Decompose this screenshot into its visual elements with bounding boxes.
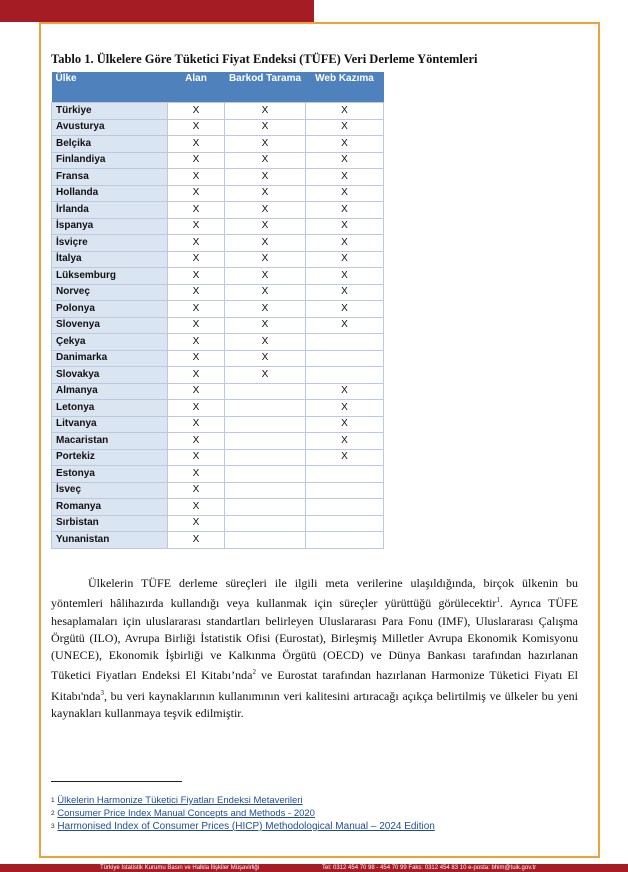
footnote-number: 1 — [51, 797, 55, 804]
field-cell: X — [168, 350, 225, 367]
web-scraping-cell: X — [306, 268, 384, 285]
barcode-cell — [225, 433, 306, 450]
barcode-cell: X — [225, 284, 306, 301]
column-header-country: Ülke — [52, 72, 168, 103]
table-row — [52, 251, 384, 268]
country-cell: Romanya — [52, 499, 168, 516]
country-cell: İspanya — [52, 218, 168, 235]
table-row — [52, 218, 384, 235]
field-cell: X — [168, 400, 225, 417]
barcode-cell: X — [225, 367, 306, 384]
table-row — [52, 284, 384, 301]
footer-bar — [0, 864, 628, 872]
country-cell: Lüksemburg — [52, 268, 168, 285]
field-cell: X — [168, 482, 225, 499]
field-cell: X — [168, 152, 225, 169]
field-cell: X — [168, 433, 225, 450]
web-scraping-cell: X — [306, 317, 384, 334]
table-row — [52, 383, 384, 400]
table-row — [52, 466, 384, 483]
web-scraping-cell: X — [306, 103, 384, 120]
web-scraping-cell: X — [306, 218, 384, 235]
barcode-cell: X — [225, 119, 306, 136]
data-collection-table — [51, 72, 384, 549]
country-cell: Belçika — [52, 136, 168, 153]
web-scraping-cell: X — [306, 449, 384, 466]
field-cell: X — [168, 136, 225, 153]
table-row — [52, 449, 384, 466]
table-row — [52, 350, 384, 367]
table-row — [52, 532, 384, 549]
web-scraping-cell — [306, 350, 384, 367]
web-scraping-cell: X — [306, 185, 384, 202]
footnote-separator — [51, 781, 182, 782]
country-cell: Estonya — [52, 466, 168, 483]
table-row — [52, 433, 384, 450]
field-cell: X — [168, 466, 225, 483]
barcode-cell: X — [225, 152, 306, 169]
web-scraping-cell — [306, 367, 384, 384]
country-cell: Finlandiya — [52, 152, 168, 169]
country-cell: İrlanda — [52, 202, 168, 219]
barcode-cell: X — [225, 202, 306, 219]
footnote-link-2[interactable]: Consumer Price Index Manual Concepts and Methods - 2020 — [57, 808, 315, 819]
footnote-number: 2 — [51, 810, 55, 817]
web-scraping-cell: X — [306, 235, 384, 252]
web-scraping-cell: X — [306, 136, 384, 153]
field-cell: X — [168, 169, 225, 186]
paragraph-text-4: , bu veri kaynaklarının kullanımının veri kalitesini artıracağı açıkça belirtilmiş ve ülkeler bu yeni kaynakları kullanmaya teşvik edilmiştir. — [51, 688, 578, 721]
barcode-cell — [225, 515, 306, 532]
country-cell: Norveç — [52, 284, 168, 301]
web-scraping-cell: X — [306, 202, 384, 219]
paragraph-text-1: Ülkelerin TÜFE derleme süreçleri ile ilgili meta verilerine ulaşıldığında, birçok ülkenin bu yöntemleri hâlihazırda kullandığı veya kullanmak için süreçler yürüttüğü görülecektir — [51, 576, 578, 611]
field-cell: X — [168, 367, 225, 384]
barcode-cell: X — [225, 301, 306, 318]
web-scraping-cell: X — [306, 383, 384, 400]
web-scraping-cell: X — [306, 284, 384, 301]
footnote-number: 3 — [51, 823, 55, 830]
table-row — [52, 334, 384, 351]
country-cell: Yunanistan — [52, 532, 168, 549]
footnote-ref-1[interactable]: 1 — [496, 596, 500, 605]
footer-organization: Türkiye İstatistik Kurumu Basın ve Halkla İlişkiler Müşavirliği — [100, 865, 260, 871]
web-scraping-cell: X — [306, 433, 384, 450]
field-cell: X — [168, 235, 225, 252]
column-header-field: Alan — [168, 72, 225, 103]
country-cell: İsveç — [52, 482, 168, 499]
barcode-cell: X — [225, 103, 306, 120]
barcode-cell: X — [225, 169, 306, 186]
barcode-cell — [225, 499, 306, 516]
table-row — [52, 499, 384, 516]
country-cell: Türkiye — [52, 103, 168, 120]
field-cell: X — [168, 103, 225, 120]
web-scraping-cell — [306, 482, 384, 499]
country-cell: Çekya — [52, 334, 168, 351]
table-row — [52, 515, 384, 532]
table-row — [52, 119, 384, 136]
web-scraping-cell — [306, 499, 384, 516]
country-cell: İsviçre — [52, 235, 168, 252]
web-scraping-cell — [306, 515, 384, 532]
field-cell: X — [168, 532, 225, 549]
barcode-cell: X — [225, 235, 306, 252]
footnote-2 — [51, 807, 435, 820]
barcode-cell — [225, 466, 306, 483]
country-cell: Sırbistan — [52, 515, 168, 532]
table-row — [52, 152, 384, 169]
field-cell: X — [168, 119, 225, 136]
web-scraping-cell: X — [306, 169, 384, 186]
field-cell: X — [168, 449, 225, 466]
column-header-web-scraping: Web Kazıma — [306, 72, 384, 103]
table-title: Tablo 1. Ülkelere Göre Tüketici Fiyat Endeksi (TÜFE) Veri Derleme Yöntemleri — [51, 52, 478, 66]
field-cell: X — [168, 218, 225, 235]
country-cell: Litvanya — [52, 416, 168, 433]
barcode-cell — [225, 449, 306, 466]
web-scraping-cell: X — [306, 301, 384, 318]
web-scraping-cell: X — [306, 400, 384, 417]
field-cell: X — [168, 185, 225, 202]
country-cell: Avusturya — [52, 119, 168, 136]
country-cell: Polonya — [52, 301, 168, 318]
table-row — [52, 416, 384, 433]
country-cell: Almanya — [52, 383, 168, 400]
paragraph-text-3: ve Eurostat tarafından hazırlanan Harmonize Tüketici Fiyatı El Kitabı'nda — [51, 668, 578, 703]
field-cell: X — [168, 499, 225, 516]
barcode-cell: X — [225, 136, 306, 153]
country-cell: İtalya — [52, 251, 168, 268]
barcode-cell — [225, 400, 306, 417]
footnote-link-1[interactable]: Ülkelerin Harmonize Tüketici Fiyatları Endeksi Metaverileri — [57, 795, 303, 806]
table-row — [52, 169, 384, 186]
footnote-3 — [51, 820, 435, 833]
footnotes — [51, 794, 435, 833]
field-cell: X — [168, 251, 225, 268]
field-cell: X — [168, 301, 225, 318]
footer-contact: Tel: 0312 454 70 98 - 454 70 99 Faks: 0312 454 83 10 e-posta: bhim@tuik.gov.tr — [322, 865, 537, 871]
table-header-row — [52, 72, 384, 103]
table-row — [52, 367, 384, 384]
table-row — [52, 136, 384, 153]
barcode-cell: X — [225, 185, 306, 202]
country-cell: Letonya — [52, 400, 168, 417]
web-scraping-cell — [306, 466, 384, 483]
web-scraping-cell — [306, 334, 384, 351]
barcode-cell: X — [225, 317, 306, 334]
footnote-link-3[interactable]: Harmonised Index of Consumer Prices (HICP) Methodological Manual – 2024 Edition — [57, 821, 435, 832]
field-cell: X — [168, 416, 225, 433]
table-row — [52, 185, 384, 202]
field-cell: X — [168, 268, 225, 285]
web-scraping-cell: X — [306, 119, 384, 136]
barcode-cell: X — [225, 251, 306, 268]
field-cell: X — [168, 317, 225, 334]
table-row — [52, 482, 384, 499]
country-cell: Portekiz — [52, 449, 168, 466]
field-cell: X — [168, 202, 225, 219]
footnote-ref-2[interactable]: 2 — [252, 668, 256, 677]
table-row — [52, 301, 384, 318]
web-scraping-cell — [306, 532, 384, 549]
barcode-cell — [225, 416, 306, 433]
paragraph-text-2: . Ayrıca TÜFE hesaplamaları için uluslararası standartları belirleyen Uluslararası Para Fonu (IMF), Uluslararası Çalışma Örgütü (ILO), Avrupa Birliği İstatistik Ofisi (Eurostat), Birleşmiş Milletler Avrupa Ekonomik Komisyonu (UNECE), Ekonomik İşbirliği ve Kalkınma Örgütü (OECD) ve Dünya Bankası tarafından hazırlanan Tüketici Fiyatları Endeksi El Kitabı’nda — [51, 596, 578, 683]
country-cell: Slovenya — [52, 317, 168, 334]
footnote-ref-3[interactable]: 3 — [100, 688, 104, 697]
field-cell: X — [168, 284, 225, 301]
barcode-cell — [225, 532, 306, 549]
table-row — [52, 235, 384, 252]
web-scraping-cell: X — [306, 416, 384, 433]
field-cell: X — [168, 334, 225, 351]
barcode-cell: X — [225, 350, 306, 367]
web-scraping-cell: X — [306, 152, 384, 169]
field-cell: X — [168, 515, 225, 532]
country-cell: Slovakya — [52, 367, 168, 384]
table-row — [52, 400, 384, 417]
web-scraping-cell: X — [306, 251, 384, 268]
body-paragraph — [51, 575, 578, 722]
table-row — [52, 103, 384, 120]
barcode-cell: X — [225, 268, 306, 285]
barcode-cell — [225, 383, 306, 400]
footnote-1 — [51, 794, 435, 807]
table-row — [52, 317, 384, 334]
table-row — [52, 268, 384, 285]
column-header-barcode: Barkod Tarama — [225, 72, 306, 103]
top-red-band — [0, 0, 314, 22]
barcode-cell: X — [225, 334, 306, 351]
barcode-cell: X — [225, 218, 306, 235]
country-cell: Hollanda — [52, 185, 168, 202]
barcode-cell — [225, 482, 306, 499]
country-cell: Danimarka — [52, 350, 168, 367]
country-cell: Fransa — [52, 169, 168, 186]
field-cell: X — [168, 383, 225, 400]
table-row — [52, 202, 384, 219]
country-cell: Macaristan — [52, 433, 168, 450]
